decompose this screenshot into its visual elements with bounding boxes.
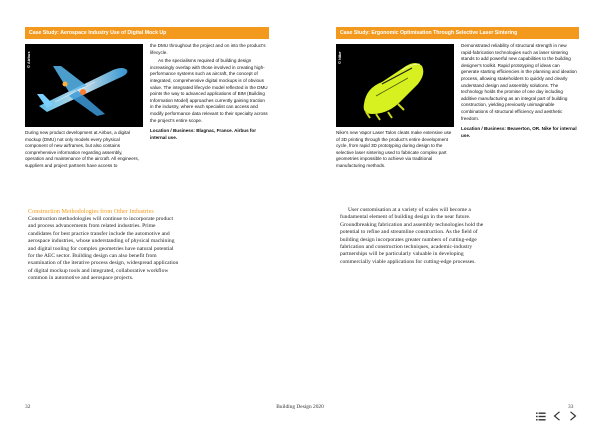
photo-caption: Nike's new Vapor Laser Talon cleats make extensive use of 3D printing through the product's entire development cycle, from rapid 3D prototyping during design to the selective laser sintering used to fabricate complex part geometries impossible to achieve via traditional manufacturing methods.	[336, 130, 452, 168]
paragraph: Demonstrated reliability of structural strength in new rapid-fabrication technologies such as laser sintering stands to add powerful new capabilities to the building designer's toolkit. Rapid prototyping of ideas can generate starting efficiencies in the planning and ideation process, allowing stakeholders to quickly and clearly understand design and assembly solutions. The technology holds the promise of one day including additive manufacturing as an integral part of building construction, yielding previously unimaginable combinations of structural efficiency and aesthetic freedom.	[461, 43, 577, 121]
photo-caption: During new product development at Airbus, a digital mockup (DMU) not only models every physical component of new airframes, but also contains comprehensive information regarding assembly, operation and maintenance of the aircraft. All engineers, suppliers and project partners have access to	[25, 130, 139, 168]
case-study-text	[150, 43, 268, 143]
body-text: User customisation at a variety of scales will become a fundamental element of building design in the near future. Groundbreaking fabrication and assembly technologies hold the potential to refine and streamline construction. As the field of building design incorporates greater numbers of cutting-edge fabrication and construction techniques, academic-industry partnerships will be particularly valuable in developing commercially viable applications for cutting-edge processes.	[340, 207, 484, 265]
page-number-right: 33	[568, 404, 574, 410]
body-section	[340, 207, 488, 266]
photo-credit: © Airbus	[26, 51, 31, 68]
section-title: Construction Methodologies from Other Industries	[28, 208, 154, 215]
location-line: Location / Business: Beaverton, OR. Nike for internal use.	[461, 126, 577, 138]
body-text: Construction methodologies will continue to incorporate product and process advancements from related industries. Prime candidates for best practice transfer include the automotive and aerospace industries, whose understanding of physical machining and digital tooling for complex geometries have natural potential for the AEC sector. Building design can also benefit from examination of the iterative process design, widespread application of digital mockup tools and integrated, collaborative workflow common in automotive and aerospace projects.	[28, 216, 179, 282]
body-section	[28, 208, 180, 283]
case-study-text	[461, 43, 579, 141]
cleat-illustration	[336, 44, 454, 127]
case-study-header-laser: Case Study: Ergonomic Optimisation Through Selective Laser Sintering	[336, 27, 579, 39]
nike-cleat-photo	[336, 44, 454, 127]
list-icon[interactable]	[535, 410, 547, 422]
paragraph: As the specialisms required of building design increasingly overlap with those involved in creating high-performance systems such as aircraft, the concept of integrated, comprehensive digital mockups is of obvious value. The integrated lifecycle model reflected in the DMU points the way to advanced applications of BIM (Building Information Model) approaches currently gaining traction in the industry, where each specialist can access and modify performance data relevant to their specialty across the project's entire scope.	[150, 58, 268, 123]
aircraft-illustration	[25, 44, 143, 127]
case-study-header-aerospace: Case Study: Aerospace Industry Use of Digital Mock Up	[25, 27, 269, 39]
chevron-left-icon[interactable]	[551, 410, 563, 422]
airbus-aircraft-photo	[25, 44, 143, 127]
chevron-right-icon[interactable]	[567, 410, 579, 422]
page-navigation	[535, 410, 579, 422]
page-number-left: 32	[25, 404, 31, 410]
photo-credit: © Nike	[337, 51, 342, 64]
paragraph: the DMU throughout the project and on into the product's lifecycle.	[150, 43, 266, 55]
location-line: Location / Business: Blagnac, France. Airbus for internal use.	[150, 128, 257, 140]
book-title-footer: Building Design 2020	[276, 404, 324, 410]
right-page	[300, 0, 600, 425]
